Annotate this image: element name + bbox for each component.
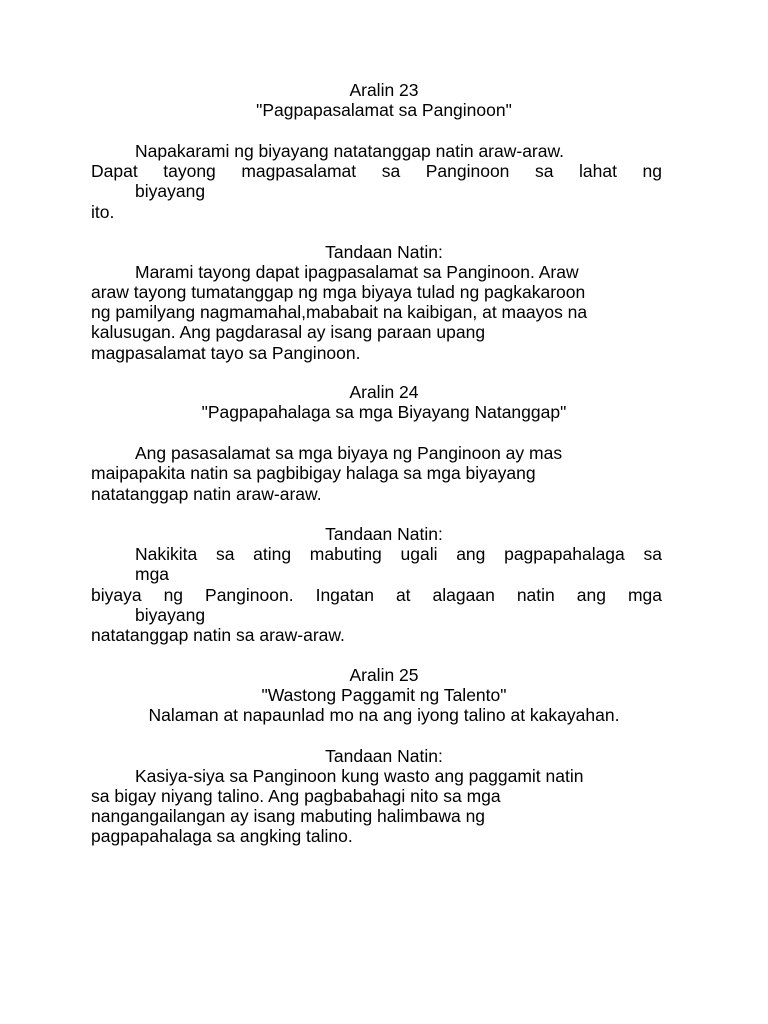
- lesson-25-tandaan-line-2: sa bigay niyang talino. Ang pagbabahagi nito sa mga: [91, 786, 501, 806]
- word: biyaya: [91, 585, 142, 605]
- word: ugali: [400, 544, 438, 564]
- word: ang: [456, 544, 486, 564]
- lesson-24-intro-line-3: natatanggap natin araw-araw.: [91, 484, 322, 504]
- lesson-25-tandaan-line-3: nangangailangan ay isang mabuting halimbawa ng: [91, 806, 486, 826]
- word: Nakikita: [135, 544, 198, 564]
- word: mga: [627, 585, 662, 605]
- word: sa: [534, 161, 554, 181]
- lesson-25-heading: Aralin 25: [349, 665, 419, 685]
- word: at: [395, 585, 411, 605]
- word: Panginoon: [425, 161, 510, 181]
- lesson-24-tandaan-line-1: [135, 544, 662, 564]
- lesson-24-tandaan-line-3: [91, 585, 662, 605]
- lesson-25-tandaan-line-1: Kasiya-siya sa Panginoon kung wasto ang paggamit natin: [135, 766, 584, 786]
- lesson-25-intro-line-1: Nalaman at napaunlad mo na ang iyong talino at kakayahan.: [148, 705, 620, 725]
- word: Ingatan: [315, 585, 374, 605]
- word: ng: [642, 161, 662, 181]
- lesson-23-tandaan-line-2: araw tayong tumatanggap ng mga biyaya tulad ng pagkakaroon: [91, 282, 586, 302]
- lesson-24-heading: Aralin 24: [349, 382, 419, 402]
- word: sa: [643, 544, 662, 564]
- lesson-23-intro-line-4: ito.: [91, 202, 115, 222]
- lesson-23-tandaan-line-1: Marami tayong dapat ipagpasalamat sa Panginoon. Araw: [135, 262, 579, 282]
- word: Panginoon.: [205, 585, 294, 605]
- lesson-23-tandaan-line-5: magpasalamat tayo sa Panginoon.: [91, 343, 361, 363]
- lesson-23-title: "Pagpapasalamat sa Panginoon": [256, 100, 512, 120]
- word: ang: [576, 585, 606, 605]
- lesson-23-tandaan-heading: Tandaan Natin:: [325, 242, 443, 262]
- word: alagaan: [432, 585, 495, 605]
- word: magpasalamat: [241, 161, 357, 181]
- word: Dapat: [91, 161, 138, 181]
- lesson-24-tandaan-heading: Tandaan Natin:: [325, 524, 443, 544]
- lesson-23-intro-line-3: biyayang: [135, 181, 206, 201]
- lesson-24-title: "Pagpapahalaga sa mga Biyayang Natanggap": [201, 402, 567, 422]
- word: ating: [253, 544, 292, 564]
- lesson-25-tandaan-heading: Tandaan Natin:: [325, 746, 443, 766]
- lesson-23-tandaan-line-3: ng pamilyang nagmamahal,mababait na kaibigan, at maayos na: [91, 302, 588, 322]
- word: sa: [381, 161, 401, 181]
- lesson-24-intro-line-2: maipapakita natin sa pagbibigay halaga sa mga biyayang: [91, 463, 536, 483]
- word: pagpapahalaga: [504, 544, 625, 564]
- lesson-24-intro-line-1: Ang pasasalamat sa mga biyaya ng Panginoon ay mas: [135, 443, 563, 463]
- lesson-24-tandaan-line-5: natatanggap natin sa araw-araw.: [91, 625, 345, 645]
- lesson-23-intro-line-1: Napakarami ng biyayang natatanggap natin araw-araw.: [135, 141, 565, 161]
- word: mabuting: [309, 544, 382, 564]
- word: ng: [163, 585, 184, 605]
- word: natin: [516, 585, 555, 605]
- lesson-24-tandaan-line-4: biyayang: [135, 605, 206, 625]
- lesson-25-tandaan-line-4: pagpapahalaga sa angking talino.: [91, 826, 353, 846]
- lesson-25-title: "Wastong Paggamit ng Talento": [261, 685, 507, 705]
- lesson-23-tandaan-line-4: kalusugan. Ang pagdarasal ay isang paraan upang: [91, 322, 486, 342]
- word: sa: [215, 544, 235, 564]
- lesson-24-tandaan-line-2: mga: [135, 564, 170, 584]
- lesson-23-heading: Aralin 23: [349, 80, 419, 100]
- lesson-23-intro-line-2: [91, 161, 662, 181]
- word: lahat: [579, 161, 617, 181]
- word: tayong: [163, 161, 216, 181]
